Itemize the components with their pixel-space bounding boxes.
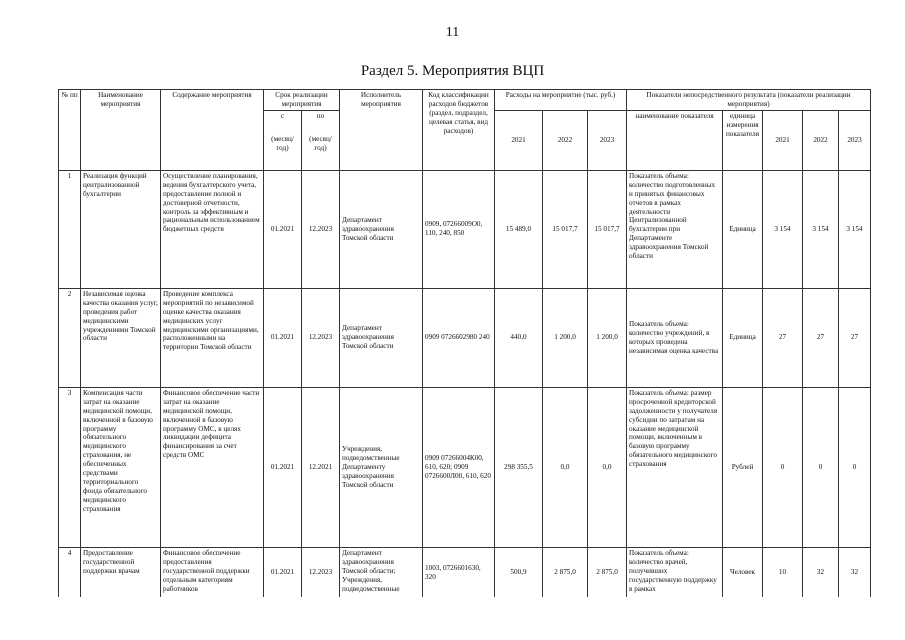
header-period: Срок реализации мероприятия — [264, 90, 340, 111]
row-val-2022: 32 — [803, 547, 839, 597]
row-code: 1003, 0726601630, 320 — [423, 547, 495, 597]
header-name: Наименование мероприятия — [81, 90, 161, 171]
header-ind-2023: 2023 — [839, 110, 871, 170]
row-unit: Человек — [723, 547, 763, 597]
header-exp-2023: 2023 — [588, 110, 627, 170]
table-row — [59, 547, 871, 597]
row-val-2021: 27 — [763, 288, 803, 387]
header-from-label: с — [280, 111, 285, 120]
row-num: 2 — [59, 288, 81, 387]
row-num: 4 — [59, 547, 81, 597]
row-name: Реализация функций централизованной бухгалтерии — [81, 170, 161, 288]
header-ind-2022: 2022 — [803, 110, 839, 170]
row-to: 12.2023 — [302, 170, 340, 288]
header-to-label: по — [316, 111, 325, 120]
header-period-from — [264, 110, 302, 170]
row-exp-2021: 440,0 — [495, 288, 543, 387]
row-to: 12.2023 — [302, 288, 340, 387]
activities-table — [58, 89, 871, 597]
header-period-to — [302, 110, 340, 170]
row-unit: Единица — [723, 170, 763, 288]
row-num: 3 — [59, 387, 81, 547]
row-num: 1 — [59, 170, 81, 288]
header-indicators: Показатели непосредственного результата (показатели реализации мероприятия) — [627, 90, 871, 111]
header-to-unit: (месяц/ год) — [309, 134, 332, 152]
header-exp-2022: 2022 — [543, 110, 588, 170]
row-val-2023: 32 — [839, 547, 871, 597]
row-val-2021: 0 — [763, 387, 803, 547]
row-val-2022: 3 154 — [803, 170, 839, 288]
row-exp-2023: 2 875,0 — [588, 547, 627, 597]
row-name: Предоставление государственной поддержки врачам — [81, 547, 161, 597]
row-from: 01.2021 — [264, 170, 302, 288]
row-exp-2023: 15 017,7 — [588, 170, 627, 288]
header-code: Код классификации расходов бюджетов (раздел, подраздел, целевая статья, вид расходов) — [423, 90, 495, 171]
row-from: 01.2021 — [264, 547, 302, 597]
row-executor: Департамент здравоохранения Томской области — [340, 170, 423, 288]
row-val-2021: 10 — [763, 547, 803, 597]
row-exp-2022: 1 200,0 — [543, 288, 588, 387]
row-executor: Департамент здравоохранения Томской области — [340, 288, 423, 387]
row-code: 0909 07266004К00, 610, 620; 0909 0726600Л00, 610, 620 — [423, 387, 495, 547]
row-exp-2022: 15 017,7 — [543, 170, 588, 288]
row-name: Компенсация части затрат на оказание медицинской помощи, включенной в базовую программу обязательного медицинского страхования, не обеспеченных средствами территориального фонда обязательного медицинского страхования — [81, 387, 161, 547]
header-indicator-name: наименование показателя — [627, 110, 723, 170]
row-val-2023: 3 154 — [839, 170, 871, 288]
row-to: 12.2023 — [302, 547, 340, 597]
row-code: 0909, 07266009О0, 110, 240, 850 — [423, 170, 495, 288]
table-row — [59, 170, 871, 288]
row-val-2023: 27 — [839, 288, 871, 387]
row-from: 01.2021 — [264, 288, 302, 387]
row-exp-2021: 15 489,0 — [495, 170, 543, 288]
row-code: 0909 0726602980 240 — [423, 288, 495, 387]
row-indicator: Показатель объема: количество подготовленных и принятых финансовых отчетов в рамках деятельности Централизованной бухгалтерии при Департаменте здравоохранения Томской области — [627, 170, 723, 288]
row-unit: Единица — [723, 288, 763, 387]
header-ind-2021: 2021 — [763, 110, 803, 170]
header-content: Содержание мероприятия — [161, 90, 264, 171]
table-row — [59, 387, 871, 547]
row-from: 01.2021 — [264, 387, 302, 547]
header-from-unit: (месяц/ год) — [271, 134, 294, 152]
row-content: Финансовое обеспечение части затрат на оказание медицинской помощи, включенной в базовую программу ОМС, в целях ликвидации дефицита финансирования за счет средств ОМС — [161, 387, 264, 547]
row-val-2022: 27 — [803, 288, 839, 387]
row-content: Осуществление планирования, ведения бухгалтерского учета, предоставление полной и достоверной отчетности, контроль за эффективным и рациональным использованием бюджетных средств — [161, 170, 264, 288]
row-indicator: Показатель объема: размер просроченной кредиторской задолженности у получателя субсидии по затратам на оказание медицинской помощи, включенным в базовую программу обязательного медицинского страхования — [627, 387, 723, 547]
header-unit: единица измерения показателя — [723, 110, 763, 170]
row-executor: Учреждения, подведомственные Департаменту здравоохранения Томской области — [340, 387, 423, 547]
row-val-2022: 0 — [803, 387, 839, 547]
row-exp-2022: 0,0 — [543, 387, 588, 547]
row-exp-2021: 298 355,5 — [495, 387, 543, 547]
row-name: Независимая оценка качества оказания услуг, проведения работ медицинскими учреждениями Томской области — [81, 288, 161, 387]
header-num: № пп — [59, 90, 81, 171]
row-content: Финансовое обеспечение предоставления государственной поддержки отдельным категориям работников — [161, 547, 264, 597]
table-row — [59, 288, 871, 387]
row-val-2021: 3 154 — [763, 170, 803, 288]
row-unit: Рублей — [723, 387, 763, 547]
header-exp-2021: 2021 — [495, 110, 543, 170]
header-executor: Исполнитель мероприятия — [340, 90, 423, 171]
row-exp-2023: 0,0 — [588, 387, 627, 547]
row-indicator: Показатель объема: количество врачей, получивших государственную поддержку в рамках — [627, 547, 723, 597]
row-executor: Департамент здравоохранения Томской области; Учреждения, подведомственные — [340, 547, 423, 597]
row-indicator: Показатель объема: количество учреждений, в которых проведена независимая оценка качества — [627, 288, 723, 387]
row-content: Проведение комплекса мероприятий по независимой оценке качества оказания медицинских услуг медицинскими организациями, расположенными на территории Томской области — [161, 288, 264, 387]
section-title: Раздел 5. Мероприятия ВЦП — [360, 63, 545, 79]
row-exp-2021: 500,9 — [495, 547, 543, 597]
header-expenses: Расходы на мероприятие (тыс. руб.) — [495, 90, 627, 111]
row-val-2023: 0 — [839, 387, 871, 547]
page-number: 11 — [445, 25, 460, 40]
row-to: 12.2021 — [302, 387, 340, 547]
row-exp-2022: 2 875,0 — [543, 547, 588, 597]
row-exp-2023: 1 200,0 — [588, 288, 627, 387]
